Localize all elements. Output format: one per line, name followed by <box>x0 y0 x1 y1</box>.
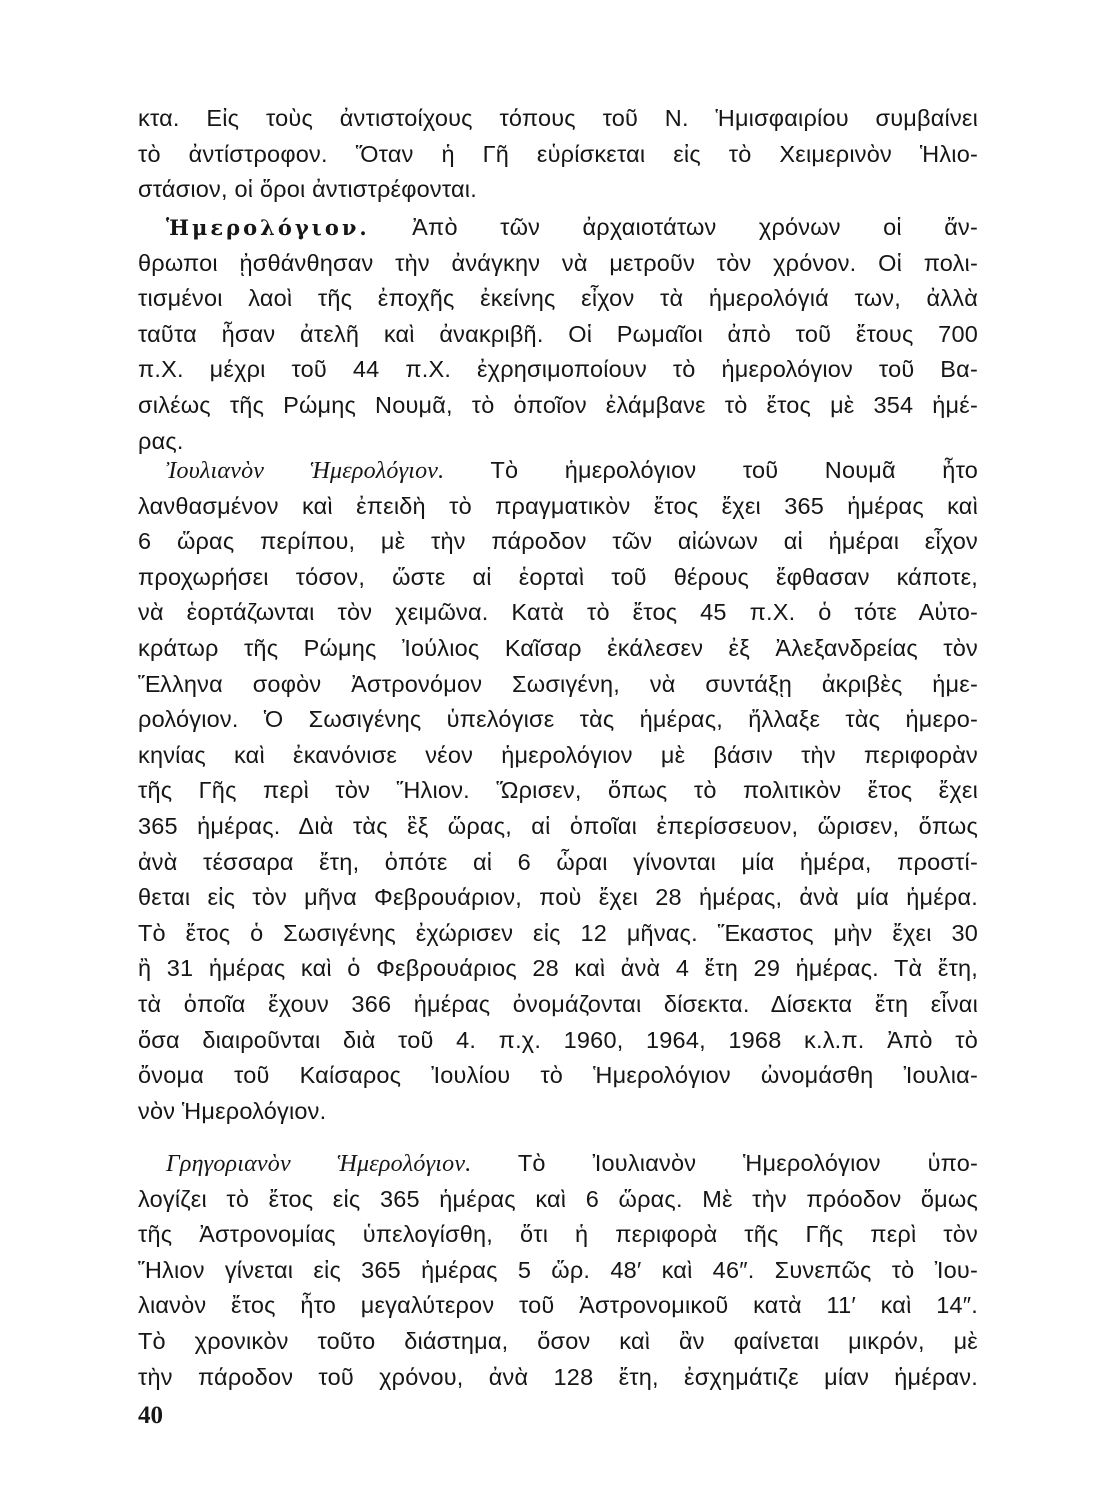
text-line <box>138 953 978 983</box>
text-line <box>138 740 978 770</box>
text-line <box>138 847 978 877</box>
text-line <box>138 1326 978 1356</box>
line-text: ἀνὰ τέσσαρα ἔτη, ὁπότε αἱ 6 ὧραι γίνονται μία ἡμέρα, προστί- <box>138 848 978 875</box>
line-text: ὄνομα τοῦ Καίσαρος Ἰουλίου τὸ Ἡμερολόγιον ὠνομάσθη Ἰουλια- <box>138 1062 978 1089</box>
line-text: Ἕλληνα σοφὸν Ἀστρονόμον Σωσιγένη, νὰ συντάξῃ ἀκριβὲς ἡμε- <box>138 670 978 697</box>
text-line <box>166 455 978 485</box>
line-text: λογίζει τὸ ἔτος εἰς 365 ἡμέρας καὶ 6 ὥρας. Μὲ τὴν πρόοδον ὅμως <box>138 1185 978 1212</box>
section-heading: Γρηγοριανὸν Ἡμερολόγιον. <box>166 1151 472 1177</box>
text-line <box>138 989 978 1019</box>
line-text: Τὸ Ἰουλιανὸν Ἡμερολόγιον ὑπο- <box>517 1150 978 1176</box>
line-text: ἢ 31 ἡμέρας καὶ ὁ Φεβρουάριος 28 καὶ ἀνὰ 4 ἔτη 29 ἡμέρας. Τὰ ἔτη, <box>138 955 978 982</box>
text-line <box>138 918 978 948</box>
line-text: λιανὸν ἔτος ἦτο μεγαλύτερον τοῦ Ἀστρονομικοῦ κατὰ 11′ καὶ 14″. <box>138 1292 978 1319</box>
line-text: τῆς Γῆς περὶ τὸν Ἥλιον. Ὥρισεν, ὅπως τὸ πολιτικὸν ἔτος ἔχει <box>138 777 978 804</box>
line-text: τὰ ὁποῖα ἔχουν 366 ἡμέρας ὀνομάζονται δίσεκτα. Δίσεκτα ἔτη εἶναι <box>138 991 978 1017</box>
section-heading: Ἡμερολόγιον. <box>166 215 370 240</box>
line-text: Τὸ ἡμερολόγιον τοῦ Νουμᾶ ἦτο <box>490 457 978 483</box>
line-text: Τὸ χρονικὸν τοῦτο διάστημα, ὅσον καὶ ἂν φαίνεται μικρόν, μὲ <box>138 1328 978 1354</box>
line-text: σιλέως τῆς Ρώμης Νουμᾶ, τὸ ὁποῖον ἐλάμβανε τὸ ἔτος μὲ 354 ἡμέ- <box>138 392 978 418</box>
text-line <box>138 526 978 556</box>
line-text: λανθασμένον καὶ ἐπειδὴ τὸ πραγματικὸν ἔτος ἔχει 365 ἡμέρας καὶ <box>138 492 978 519</box>
line-text: ταῦτα ἦσαν ἀτελῆ καὶ ἀνακριβῆ. Οἱ Ρωμαῖοι ἀπὸ τοῦ ἔτους 700 <box>138 320 978 347</box>
text-line <box>138 1362 978 1392</box>
text-line <box>138 139 978 169</box>
line-text: Ἀπὸ τῶν ἀρχαιοτάτων χρόνων οἱ ἄν- <box>412 214 978 240</box>
line-text: κτα. Εἰς τοὺς ἀντιστοίχους τόπους τοῦ Ν. Ἡμισφαιρίου συμβαίνει <box>138 105 978 131</box>
line-text: στάσιον, οἱ ὅροι ἀντιστρέφονται. <box>138 176 477 203</box>
line-text: τὸ ἀντίστροφον. Ὅταν ἡ Γῆ εὑρίσκεται εἰς τὸ Χειμερινὸν Ἡλιο- <box>138 140 978 167</box>
line-text: 6 ὥρας περίπου, μὲ τὴν πάροδον τῶν αἰώνων αἱ ἡμέραι εἶχον <box>138 528 978 555</box>
line-text: π.Χ. μέχρι τοῦ 44 π.Χ. ἐχρησιμοποίουν τὸ ἡμερολόγιον τοῦ Βα- <box>138 356 978 383</box>
text-line <box>138 1255 978 1285</box>
text-line <box>138 1096 978 1126</box>
line-text: νὰ ἑορτάζωνται τὸν χειμῶνα. Κατὰ τὸ ἔτος 45 π.Χ. ὁ τότε Αὐτο- <box>138 599 978 626</box>
text-line <box>138 390 978 420</box>
line-text: Τὸ ἔτος ὁ Σωσιγένης ἐχώρισεν εἰς 12 μῆνας. Ἕκαστος μὴν ἔχει 30 <box>138 919 978 946</box>
text-line <box>166 212 978 242</box>
text-line <box>138 1025 978 1055</box>
line-text: 365 ἡμέρας. Διὰ τὰς ἓξ ὥρας, αἱ ὁποῖαι ἐπερίσσευον, ὥρισεν, ὅπως <box>138 813 978 839</box>
line-text: τισμένοι λαοὶ τῆς ἐποχῆς ἐκείνης εἶχον τὰ ἡμερολόγιά των, ἀλλὰ <box>138 285 978 312</box>
text-line <box>138 103 978 133</box>
line-text: τὴν πάροδον τοῦ χρόνου, ἀνὰ 128 ἔτη, ἐσχημάτιζε μίαν ἡμέραν. <box>138 1363 978 1390</box>
text-line <box>138 1184 978 1214</box>
text-line <box>138 562 978 592</box>
line-text: κηνίας καὶ ἐκανόνισε νέον ἡμερολόγιον μὲ βάσιν τὴν περιφορὰν <box>138 741 978 768</box>
text-line <box>138 669 978 699</box>
text-line <box>138 426 978 456</box>
text-line <box>138 354 978 384</box>
line-text: θεται εἰς τὸν μῆνα Φεβρουάριον, ποὺ ἔχει 28 ἡμέρας, ἀνὰ μία ἡμέρα. <box>138 884 978 911</box>
text-line <box>138 174 978 204</box>
text-line <box>138 597 978 627</box>
page-number: 40 <box>138 1402 163 1429</box>
text-line <box>138 319 978 349</box>
text-line <box>138 491 978 521</box>
text-line <box>138 775 978 805</box>
text-line <box>138 811 978 841</box>
line-text: θρωποι ᾐσθάνθησαν τὴν ἀνάγκην νὰ μετροῦν τὸν χρόνον. Οἱ πολι- <box>138 249 978 276</box>
line-text: νὸν Ἡμερολόγιον. <box>138 1097 327 1124</box>
line-text: προχωρήσει τόσον, ὥστε αἱ ἑορταὶ τοῦ θέρους ἔφθασαν κάποτε, <box>138 563 978 590</box>
text-line <box>138 1060 978 1090</box>
text-line <box>138 283 978 313</box>
line-text: τῆς Ἀστρονομίας ὑπελογίσθη, ὅτι ἡ περιφορὰ τῆς Γῆς περὶ τὸν <box>138 1221 978 1248</box>
section-heading: Ἰουλιανὸν Ἡμερολόγιον. <box>166 458 445 484</box>
text-line <box>138 248 978 278</box>
text-line <box>138 882 978 912</box>
line-text: ρας. <box>138 427 184 454</box>
line-text: ρολόγιον. Ὁ Σωσιγένης ὑπελόγισε τὰς ἡμέρας, ἤλλαξε τὰς ἡμερο- <box>138 706 978 733</box>
text-line <box>138 633 978 663</box>
text-line <box>138 1219 978 1249</box>
text-line <box>138 1290 978 1320</box>
line-text: Ἥλιον γίνεται εἰς 365 ἡμέρας 5 ὥρ. 48′ καὶ 46″. Συνεπῶς τὸ Ἰου- <box>138 1256 978 1283</box>
text-line <box>138 704 978 734</box>
line-text: ὅσα διαιροῦνται διὰ τοῦ 4. π.χ. 1960, 1964, 1968 κ.λ.π. Ἀπὸ τὸ <box>138 1026 978 1053</box>
line-text: κράτωρ τῆς Ρώμης Ἰούλιος Καῖσαρ ἐκάλεσεν ἐξ Ἀλεξανδρείας τὸν <box>138 635 978 661</box>
text-line <box>166 1148 978 1178</box>
